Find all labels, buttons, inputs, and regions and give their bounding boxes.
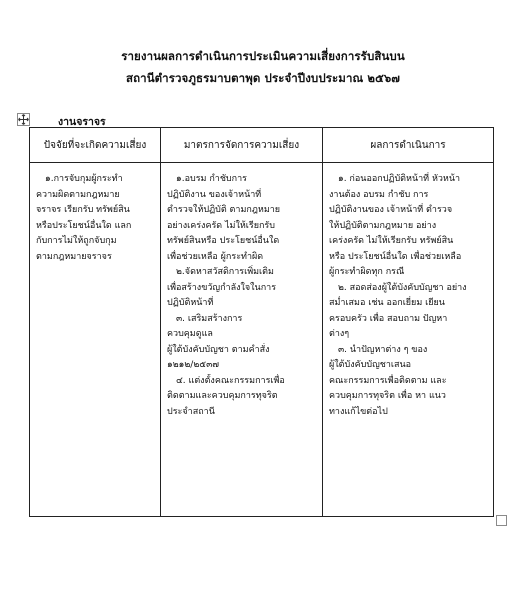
- text-line: อย่างเคร่งครัด ไม่ให้เรียกรับ: [167, 220, 275, 231]
- text-line: ผู้กระทำผิดทุก กรณี: [329, 267, 405, 277]
- text-line: ติดตามและควบคุมการทุจริต: [167, 391, 278, 401]
- text-line: สม่ำเสมอ เช่น ออกเยี่ยม เยียน: [329, 298, 445, 308]
- text-line: ทางแก้ไขต่อไป: [329, 406, 388, 417]
- text-line: หรือ ประโยชน์อื่นใด เพื่อช่วยเหลือ: [329, 251, 462, 262]
- text-line: ตำรวจให้ปฏิบัติ ตามกฎหมาย: [167, 205, 281, 215]
- report-title-line1: รายงานผลการดำเนินการประเมินความเสี่ยงการรับสินบน: [121, 49, 405, 63]
- text-line: ประจำสถานี: [167, 406, 215, 417]
- text-line: ๑๒๑๒/๒๕๓๗: [167, 360, 219, 370]
- table-move-icon[interactable]: [17, 113, 30, 126]
- text-line: ทรัพย์สินหรือ ประโยชน์อื่นใด: [167, 236, 280, 246]
- risk-table: [29, 127, 494, 517]
- text-line: ผู้ใต้บังคับบัญชา ตามคำสั่ง: [167, 344, 270, 355]
- header-risk-measure: มาตรการจัดการความเสี่ยง: [161, 128, 323, 163]
- text-line: เพื่อสร้างขวัญกำลังใจในการ: [167, 282, 277, 293]
- text-line: ปฏิบัติงาน ของเจ้าหน้าที่: [167, 189, 262, 200]
- text-line: ๒.จัดหาสวัสดิการเพิ่มเติม: [176, 267, 274, 277]
- text-line: ความผิดตามกฎหมาย: [36, 189, 120, 200]
- text-line: ๒. สอดส่องผู้ใต้บังคับบัญชา อย่าง: [338, 282, 467, 293]
- text-line: ตามกฎหมายจราจร: [36, 251, 112, 262]
- text-line: คณะกรรมการเพื่อติดตาม และ: [329, 375, 447, 386]
- text-line: ๑. ก่อนออกปฏิบัติหน้าที่ หัวหน้า: [338, 174, 461, 184]
- cell-risk-factor[interactable]: [30, 163, 161, 517]
- text-line: เพื่อช่วยเหลือ ผู้กระทำผิด: [167, 251, 264, 262]
- table-resize-icon[interactable]: [496, 515, 507, 526]
- text-line: ให้ปฏิบัติตามกฎหมาย อย่าง: [329, 220, 437, 231]
- cell-risk-measure[interactable]: [161, 163, 323, 517]
- text-line: ปฏิบัติงานของ เจ้าหน้าที่ ตำรวจ: [329, 205, 453, 215]
- text-line: ต่างๆ: [329, 329, 350, 339]
- header-risk-factor: ปัจจัยที่จะเกิดความเสี่ยง: [30, 128, 161, 163]
- text-line: กับการไม่ให้ถูกจับกุม: [36, 236, 117, 246]
- text-line: ควบคุมการทุจริต เพื่อ หา แนว: [329, 391, 446, 401]
- text-line: ควบคุมดูแล: [167, 329, 213, 339]
- text-line: จราจร เรียกรับ ทรัพย์สิน: [36, 205, 130, 215]
- section-label: งานจราจร: [58, 116, 106, 128]
- cell-result[interactable]: [323, 163, 494, 517]
- text-line: ๑.อบรม กำชับการ: [176, 174, 247, 184]
- text-line: ๓. นำปัญหาต่าง ๆ ของ: [338, 344, 428, 355]
- table-header-row: [30, 128, 494, 163]
- text-line: หรือประโยชน์อื่นใด แลก: [36, 220, 132, 231]
- text-line: ๔. แต่งตั้งคณะกรรมการเพื่อ: [176, 375, 285, 386]
- table-row: [30, 163, 494, 517]
- text-line: งานต้อง อบรม กำชับ การ: [329, 189, 429, 200]
- text-line: ผู้ใต้บังคับบัญชาเสนอ: [329, 360, 412, 370]
- text-line: ๓. เสริมสร้างการ: [176, 313, 243, 324]
- report-title-line2: สถานีตำรวจภูธรมาบตาพุด ประจำปีงบประมาณ ๒๕๖๗: [125, 71, 401, 85]
- text-line: ปฏิบัติหน้าที่: [167, 298, 214, 308]
- header-result: ผลการดำเนินการ: [323, 128, 494, 163]
- text-line: เคร่งครัด ไม่ให้เรียกรับ ทรัพย์สิน: [329, 236, 454, 246]
- text-line: ๑.การจับกุมผู้กระทำ: [45, 174, 123, 184]
- text-line: ครอบครัว เพื่อ สอบถาม ปัญหา: [329, 313, 448, 324]
